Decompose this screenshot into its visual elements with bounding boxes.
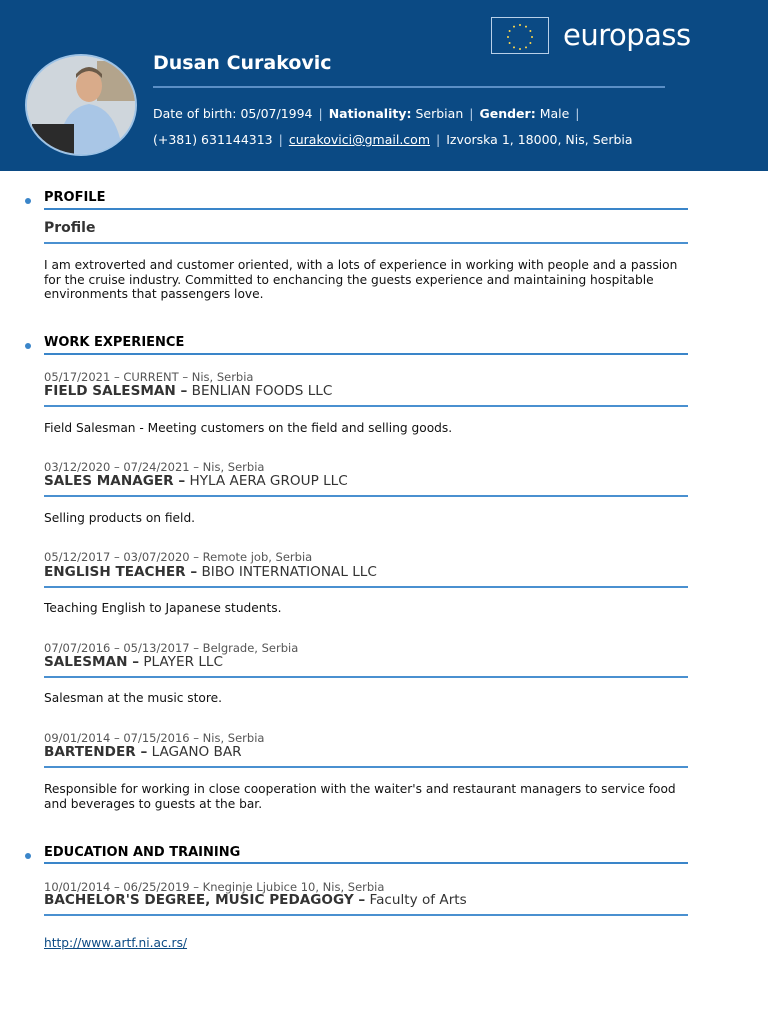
header-divider <box>153 86 665 88</box>
dob-label: Date of birth: <box>153 106 237 121</box>
job-title: FIELD SALESMAN – BENLIAN FOODS LLC <box>44 383 333 399</box>
section-bullet-icon <box>25 198 31 204</box>
nationality-label: Nationality: <box>328 106 412 121</box>
dob-value: 05/07/1994 <box>240 106 313 121</box>
subsection-divider <box>44 242 688 244</box>
nationality-value: Serbian <box>415 106 464 121</box>
section-divider <box>44 862 688 864</box>
education-meta: 10/01/2014 – 06/25/2019 – Kneginje Ljubice 10, Nis, Serbia <box>44 880 385 894</box>
education-title: BACHELOR'S DEGREE, MUSIC PEDAGOGY – Faculty of Arts <box>44 892 467 908</box>
subsection-divider <box>44 676 688 678</box>
subsection-divider <box>44 914 688 916</box>
job-description: Field Salesman - Meeting customers on the field and selling goods. <box>44 421 453 435</box>
job-meta: 05/12/2017 – 03/07/2020 – Remote job, Serbia <box>44 550 313 564</box>
gender-value: Male <box>539 106 570 121</box>
section-title-education: EDUCATION AND TRAINING <box>44 845 241 860</box>
europass-logo-text: europass <box>563 18 691 52</box>
job-title: SALES MANAGER – HYLA AERA GROUP LLC <box>44 473 348 489</box>
profile-photo <box>25 54 137 156</box>
school-website-link[interactable]: http://www.artf.ni.ac.rs/ <box>44 936 188 950</box>
section-divider <box>44 208 688 210</box>
job-meta: 05/17/2021 – CURRENT – Nis, Serbia <box>44 370 254 384</box>
phone-number: (+381) 631144313 <box>153 132 273 147</box>
personal-info-line <box>153 106 586 121</box>
job-meta: 09/01/2014 – 07/15/2016 – Nis, Serbia <box>44 731 265 745</box>
contact-info-line <box>153 132 633 147</box>
job-description: Responsible for working in close cooperation with the waiter's and restaurant managers to service food and beverages to guests at the bar. <box>44 782 676 811</box>
section-bullet-icon <box>25 853 31 859</box>
job-title: ENGLISH TEACHER – BIBO INTERNATIONAL LLC <box>44 564 377 580</box>
eu-flag-icon <box>491 17 549 54</box>
separator: | <box>278 132 283 147</box>
gender-label: Gender: <box>479 106 536 121</box>
section-title-work: WORK EXPERIENCE <box>44 335 185 350</box>
separator: | <box>318 106 323 121</box>
address: Izvorska 1, 18000, Nis, Serbia <box>446 132 633 147</box>
profile-subtitle: Profile <box>44 220 96 236</box>
profile-text: I am extroverted and customer oriented, with a lots of experience in working with people and a passion for the cruise industry. Committed to enchancing the guests experience and maintaining hospitable environments that passengers love. <box>44 258 678 302</box>
email-link[interactable]: curakovici@gmail.com <box>288 132 430 147</box>
subsection-divider <box>44 766 688 768</box>
job-description: Teaching English to Japanese students. <box>44 601 282 615</box>
separator: | <box>436 132 441 147</box>
header-banner <box>0 0 768 171</box>
section-bullet-icon <box>25 343 31 349</box>
job-meta: 07/07/2016 – 05/13/2017 – Belgrade, Serbia <box>44 641 299 655</box>
section-divider <box>44 353 688 355</box>
section-title-profile: PROFILE <box>44 190 106 205</box>
subsection-divider <box>44 495 688 497</box>
job-description: Salesman at the music store. <box>44 691 222 705</box>
job-title: SALESMAN – PLAYER LLC <box>44 654 223 670</box>
separator: | <box>469 106 474 121</box>
job-title: BARTENDER – LAGANO BAR <box>44 744 242 760</box>
subsection-divider <box>44 405 688 407</box>
separator: | <box>575 106 580 121</box>
person-name: Dusan Curakovic <box>153 52 332 74</box>
subsection-divider <box>44 586 688 588</box>
job-description: Selling products on field. <box>44 511 196 525</box>
job-meta: 03/12/2020 – 07/24/2021 – Nis, Serbia <box>44 460 265 474</box>
